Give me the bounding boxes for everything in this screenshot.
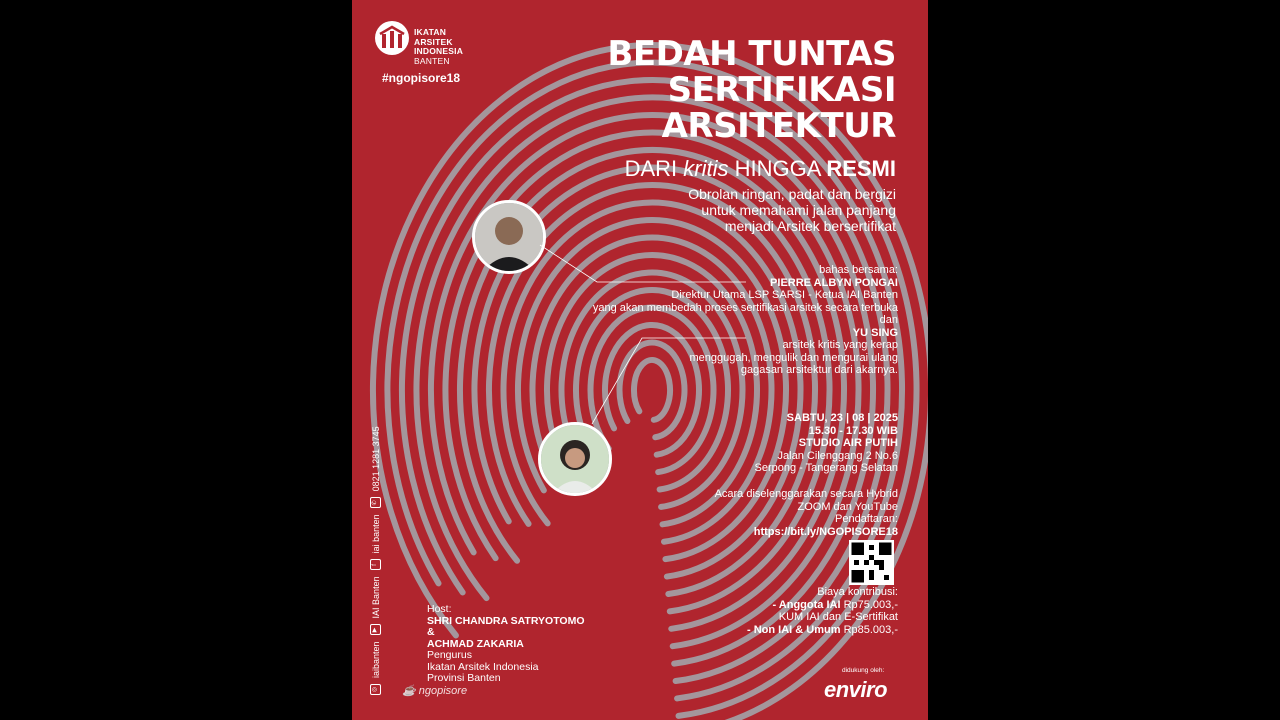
org-name: IKATAN ARSITEK INDONESIA BANTEN: [414, 27, 464, 66]
youtube-icon[interactable]: ▶: [370, 624, 381, 635]
whatsapp-icon[interactable]: ✆: [370, 497, 381, 508]
event-details: SABTU, 23 | 08 | 2025 15.30 - 17.30 WIB STUDIO AIR PUTIH Jalan Cilenggang 2 No.6 Serpong - Tangerang Selatan: [754, 412, 898, 474]
ngopisore-logo: ☕ ngopisore: [402, 685, 468, 697]
sponsor-logo: enviro: [824, 677, 888, 702]
coffee-cup-icon: ☕: [402, 685, 416, 697]
speaker-1-photo: [472, 200, 546, 274]
instagram-icon[interactable]: ◎: [370, 684, 381, 695]
tagline: Obrolan ringan, padat dan bergizi untuk memahami jalan panjang menjadi Arsitek bersertifikat: [688, 186, 896, 234]
speaker-2-photo: [538, 422, 612, 496]
social-bar: ◎ iaibanten ▶ IAI Banten f iai banten ✆ 0821 1281 3745: [370, 395, 384, 695]
hashtag: #ngopisore18: [382, 71, 461, 85]
fee-info: Biaya kontribusi: - Anggota IAI Rp75.003,- KUM IAI dan E-Sertifikat - Non IAI & Umum Rp85.003,-: [747, 586, 898, 636]
host-info: Host: SHRI CHANDRA SATRYOTOMO & ACHMAD ZAKARIA Pengurus Ikatan Arsitek Indonesia Provinsi Banten: [427, 603, 585, 684]
registration-info: Acara diselenggarakan secara Hybrid ZOOM dan YouTube Pendaftaran: https://bit.ly/NGOPISORE18: [714, 488, 898, 538]
event-poster: [352, 0, 928, 720]
qr-code-icon[interactable]: [849, 540, 894, 585]
poster-subtitle: DARI kritis HINGGA RESMI: [624, 156, 896, 181]
registration-link[interactable]: https://bit.ly/NGOPISORE18: [753, 525, 898, 538]
iai-logo-icon: [374, 20, 410, 56]
poster-title: BEDAH TUNTAS SERTIFIKASI ARSITEKTUR: [607, 34, 896, 146]
facebook-icon[interactable]: f: [370, 559, 381, 570]
speaker-info: bahas bersama: PIERRE ALBYN PONGAI Direktur Utama LSP SARSI - Ketua IAI Banten yang akan membedah proses sertifikasi arsitek secara terbuka dan YU SING arsitek kritis yang kerap menggugah, mengulik dan mengurai ulang gagasan arsitektur dari akarnya.: [592, 264, 898, 376]
sponsor-label: didukung oleh:: [842, 667, 885, 674]
